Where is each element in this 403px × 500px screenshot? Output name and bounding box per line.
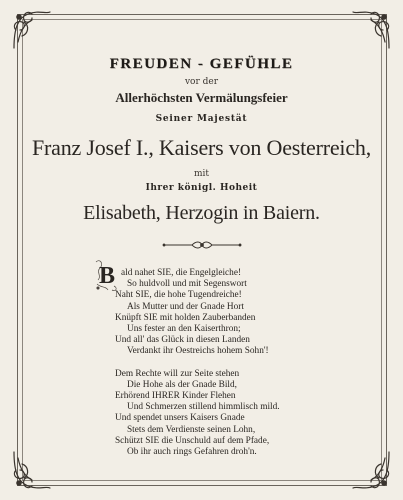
- poem-line: Als Mutter und der Gnade Hort: [127, 301, 244, 312]
- ornamental-corner-icon: [347, 446, 393, 492]
- poem-line: Ob ihr auch rings Gefahren droh'n.: [127, 447, 257, 457]
- line-seiner-majestaet: Seiner Majestät: [155, 114, 248, 124]
- poem-line: Die Hohe als der Gnade Bild,: [127, 379, 237, 390]
- line-ihrer-hoheit: Ihrer königl. Hoheit: [145, 183, 258, 193]
- poem: [115, 268, 280, 458]
- poem-line: Schützt SIE die Unschuld auf dem Pfade,: [115, 435, 270, 446]
- ornamental-corner-icon: [10, 8, 56, 54]
- line-franz-josef: Franz Josef I., Kaisers von Oesterreich,: [32, 135, 371, 160]
- dropcap-letter: B: [98, 263, 116, 289]
- poem-line: Dem Rechte will zur Seite stehen: [115, 368, 240, 379]
- document-title: FREUDEN - GEFÜHLE: [109, 56, 294, 72]
- poem-line: Und spendet unsers Kaisers Gnade: [115, 413, 245, 424]
- poem-line: Knüpft SIE mit holden Zauberbanden: [115, 312, 256, 323]
- line-elisabeth: Elisabeth, Herzogin in Baiern.: [83, 202, 320, 224]
- poem-line: So huldvoll und mit Segenswort: [127, 279, 247, 290]
- poem-line: Und all' das Glück in diesen Landen: [115, 335, 250, 346]
- poem-line: ald nahet SIE, die Engelgleiche!: [121, 268, 242, 278]
- poem-line: Naht SIE, die hohe Tugendreiche!: [115, 290, 242, 301]
- line-vermaelungsfeier: Allerhöchsten Vermälungsfeier: [115, 90, 288, 105]
- poem-line: Erhörend IHRER Kinder Flehen: [115, 391, 236, 402]
- stanza-gap: [115, 358, 280, 369]
- poem-line: Stets dem Verdienste seinen Lohn,: [127, 424, 256, 435]
- poem-line: Und Schmerzen stillend himmlisch mild.: [127, 402, 280, 413]
- ornamental-corner-icon: [347, 8, 393, 54]
- ornamental-divider-icon: [162, 240, 242, 250]
- poem-line: Verdankt ihr Oestreichs hohem Sohn'!: [127, 346, 269, 357]
- poem-line: Uns fester an den Kaiserthron;: [127, 323, 241, 334]
- line-vor-der: vor der: [184, 77, 219, 87]
- line-mit: mit: [193, 169, 210, 179]
- ornamental-corner-icon: [10, 446, 56, 492]
